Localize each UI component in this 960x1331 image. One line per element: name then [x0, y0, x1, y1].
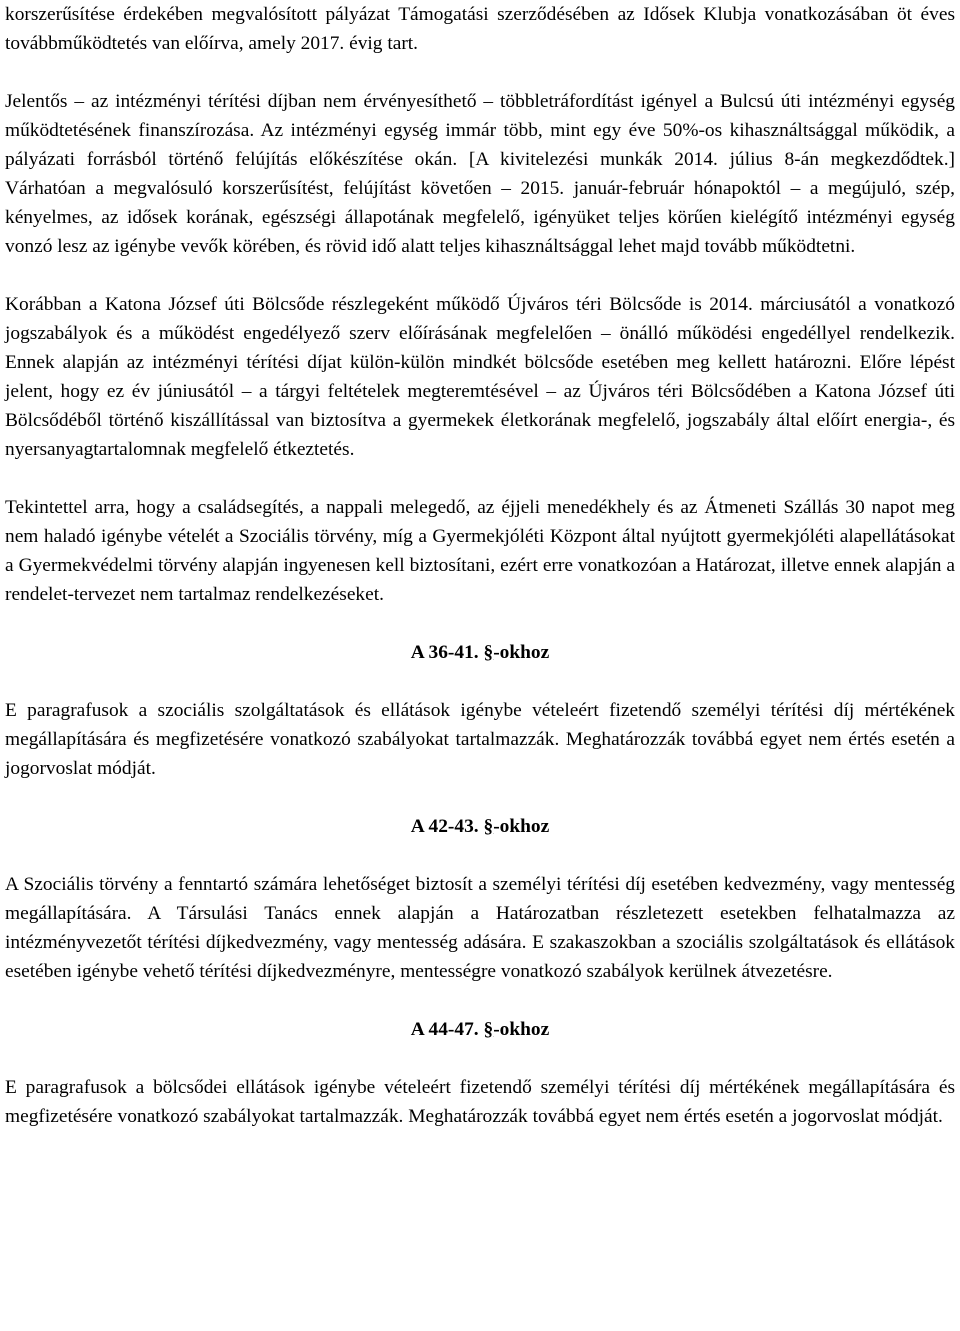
- section-heading-suffix: -okhoz: [493, 816, 550, 837]
- spacer: [5, 783, 955, 812]
- document-page: [5, 0, 955, 1131]
- section-heading-42-43: [5, 812, 955, 841]
- paragraph-sign-icon: §: [483, 642, 494, 663]
- section-heading-44-47: [5, 1015, 955, 1044]
- spacer: [5, 261, 955, 290]
- section-body-42-43: A Szociális törvény a fenntartó számára lehetőséget biztosít a személyi térítési díj esetében kedvezmény, vagy mentesség megállapítására. A Társulási Tanács ennek alapján a Határozatban részletezett esetekben felhatalmazza az intézményvezetőt térítési díjkedvezmény, vagy mentesség adására. E szakaszokban a szociális szolgáltatások és ellátások esetében igénybe vehető térítési díjkedvezményre, mentességre vonatkozó szabályok kerülnek átvezetésre.: [5, 874, 955, 982]
- section-body-36-41: E paragrafusok a szociális szolgáltatások és ellátások igénybe vételeért fizetendő személyi térítési díj mértékének megállapítására és megfizetésére vonatkozó szabályokat tartalmazzák. Meghatározzák továbbá egyet nem értés esetén a jogorvoslat módját.: [5, 700, 955, 779]
- paragraph-nursery: Korábban a Katona József úti Bölcsőde részlegeként működő Újváros téri Bölcsőde is 2014. márciusától a vonatkozó jogszabályok és a működést engedélyező szerv előírásának megfelelően – önálló működési engedéllyel rendelkezik. Ennek alapján az intézményi térítési díjat külön-külön mindkét bölcsőde esetében meg kellett határozni. Előre lépést jelent, hogy ez év júniusától – a tárgyi feltételek megteremtésével – az Újváros téri Bölcsődében a Katona József úti Bölcsődéből történő kiszállítással van biztosítva a gyermekek életkorának megfelelő, jogszabály által előírt energia-, és nyersanyagtartalomnak megfelelő étkeztetés.: [5, 294, 955, 460]
- section-heading-suffix: -okhoz: [493, 1019, 550, 1040]
- paragraph-intro-continuation: korszerűsítése érdekében megvalósított pályázat Támogatási szerződésében az Idősek Klubja vonatkozásában öt éves továbbműködtetés van előírva, amely 2017. évig tart.: [5, 4, 955, 54]
- spacer: [5, 464, 955, 493]
- spacer: [5, 667, 955, 696]
- section-heading-prefix: A 44-47.: [410, 1019, 484, 1040]
- section-heading-36-41: [5, 638, 955, 667]
- section-heading-suffix: -okhoz: [493, 642, 550, 663]
- paragraph-sign-icon: §: [483, 1019, 494, 1040]
- section-body-44-47: E paragrafusok a bölcsődei ellátások igénybe vételeért fizetendő személyi térítési díj mértékének megállapítására és megfizetésére vonatkozó szabályokat tartalmazzák. Meghatározzák továbbá egyet nem értés esetén a jogorvoslat módját.: [5, 1077, 955, 1127]
- paragraph-free-services: Tekintettel arra, hogy a családsegítés, a nappali melegedő, az éjjeli menedékhely és az Átmeneti Szállás 30 napot meg nem haladó igénybe vételét a Szociális törvény, míg a Gyermekjóléti Központ által nyújtott gyermekjóléti alapellátásokat a Gyermekvédelmi törvény alapján ingyenesen kell biztosítani, ezért erre vonatkozóan a Határozat, illetve ennek alapján a rendelet-tervezet nem tartalmaz rendelkezéseket.: [5, 497, 955, 605]
- section-heading-prefix: A 36-41.: [410, 642, 484, 663]
- section-heading-prefix: A 42-43.: [410, 816, 484, 837]
- spacer: [5, 58, 955, 87]
- spacer: [5, 841, 955, 870]
- paragraph-sign-icon: §: [483, 816, 494, 837]
- spacer: [5, 986, 955, 1015]
- paragraph-bulcsu-unit: Jelentős – az intézményi térítési díjban nem érvényesíthető – többletráfordítást igényel a Bulcsú úti intézményi egység működtetésének finanszírozása. Az intézményi egység immár több, mint egy éve 50%-os kihasználtsággal működik, a pályázati forrásból történő felújítás előkészítése okán. [A kivitelezési munkák 2014. július 8-án megkezdődtek.] Várhatóan a megvalósuló korszerűsítést, felújítást követően – 2015. január-február hónapoktól – a megújuló, szép, kényelmes, az idősek korának, egészségi állapotának megfelelő, igényüket teljes körűen kielégítő intézményi egység vonzó lesz az igénybe vevők körében, és rövid idő alatt teljes kihasználtsággal lehet majd tovább működtetni.: [5, 91, 955, 257]
- spacer: [5, 1044, 955, 1073]
- spacer: [5, 609, 955, 638]
